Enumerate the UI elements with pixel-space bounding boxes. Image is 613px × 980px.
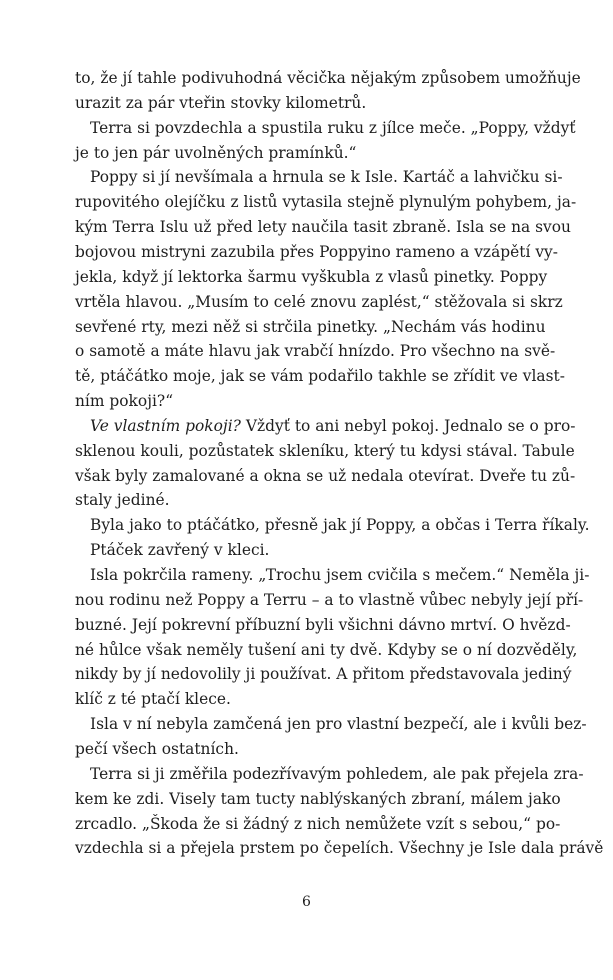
text-line: kem ke zdi. Visely tam tucty nablýskaných zbraní, málem jako <box>75 789 561 808</box>
text-line: urazit za pár vteřin stovky kilometrů. <box>75 93 367 112</box>
text-span: Vždyť to ani nebyl pokoj. Jednalo se o pro- <box>240 416 576 435</box>
text-line: je to jen pár uvolněných pramínků.“ <box>75 143 357 162</box>
text-line: Terra si povzdechla a spustila ruku z jílce meče. „Poppy, vždyť <box>90 118 576 137</box>
text-line: bojovou mistryni zazubila přes Poppyino rameno a vzápětí vy- <box>75 242 558 261</box>
text-line: kým Terra Islu už před lety naučila tasit zbraně. Isla se na svou <box>75 218 571 237</box>
text-line: nou rodinu než Poppy a Terru – a to vlastně vůbec nebyly její pří- <box>75 590 584 609</box>
text-line: Poppy si jí nevšímala a hrnula se k Isle. Kartáč a lahvičku si- <box>90 168 563 187</box>
text-line: staly jediné. <box>75 491 170 510</box>
text-line: Isla pokrčila rameny. „Trochu jsem cvičila s mečem.“ Neměla ji- <box>90 566 590 584</box>
text-line: rupovitého olejíčku z listů vytasila stejně plynulým pohybem, ja- <box>75 193 577 212</box>
text-line: to, že jí tahle podivuhodná věcička nějakým způsobem umožňuje <box>75 69 581 87</box>
text-line: klíč z té ptačí klece. <box>75 690 231 709</box>
text-line <box>75 414 576 438</box>
text-line: Terra si ji změřila podezřívavým pohledem, ale pak přejela zra- <box>90 764 584 783</box>
text-line: vrtěla hlavou. „Musím to celé znovu zaplést,“ stěžovala si skrz <box>75 292 563 311</box>
text-line: Byla jako to ptáčátko, přesně jak jí Poppy, a občas i Terra říkaly. <box>90 516 590 535</box>
text-line: zrcadlo. „Škoda že si žádný z nich nemůžete vzít s sebou,“ po- <box>75 814 561 833</box>
text-line: jekla, když jí lektorka šarmu vyškubla z vlasů pinetky. Poppy <box>75 267 548 286</box>
page-number: 6 <box>302 894 311 910</box>
text-line: né hůlce však neměly tušení ani ty dvě. Kdyby se o ní dozvěděly, <box>75 640 578 659</box>
text-line: tě, ptáčátko moje, jak se vám podařilo takhle se zřídit ve vlast- <box>75 367 565 386</box>
text-line: sklenou kouli, pozůstatek skleníku, který tu kdysi stával. Tabule <box>75 441 575 460</box>
text-line: Ptáček zavřený v kleci. <box>90 541 270 560</box>
text-line: Isla v ní nebyla zamčená jen pro vlastní bezpečí, ale i kvůli bez- <box>90 715 587 734</box>
italic-phrase: Ve vlastním pokoji? <box>90 416 241 435</box>
text-line: buzné. Její pokrevní příbuzní byli všichni dávno mrtví. O hvězd- <box>75 615 571 634</box>
text-line: sevřené rty, mezi něž si strčila pinetky. „Nechám vás hodinu <box>75 317 546 336</box>
text-line: pečí všech ostatních. <box>75 739 239 758</box>
text-line: o samotě a máte hlavu jak vrabčí hnízdo. Pro všechno na svě- <box>75 342 556 361</box>
text-line: vzdechla si a přejela prstem po čepelích. Všechny je Isle dala právě <box>75 839 604 858</box>
text-line: nikdy by jí nedovolily ji používat. A přitom představovala jediný <box>75 665 572 684</box>
text-line: ním pokoji?“ <box>75 392 174 411</box>
text-line: však byly zamalované a okna se už nedala otevírat. Dveře tu zů- <box>75 466 576 485</box>
